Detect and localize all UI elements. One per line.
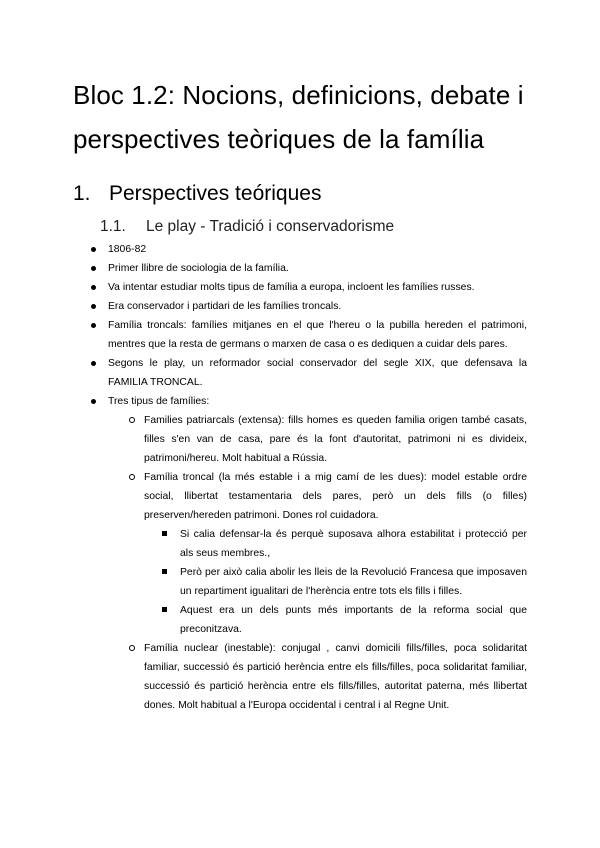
subsection-heading <box>100 216 560 238</box>
subsection-label: Le play - Tradició i conservadorisme <box>146 218 395 235</box>
section-heading <box>73 180 553 208</box>
family-types-list <box>108 411 527 715</box>
list-item: Família troncals: famílies mitjanes en el que l'hereu o la pubilla hereden el patrimoni, mentres que la resta de germans o marxen de casa o es dediquen a cuidar dels pares. <box>0 316 600 354</box>
bullet-list <box>0 240 600 715</box>
troncal-point: Però per això calia abolir les lleis de la Revolució Francesa que imposaven un repartiment igualitari de l'herència entre tots els fills i filles. <box>144 563 527 601</box>
subsection-number: 1.1. <box>100 218 126 235</box>
list-item-family-types <box>0 392 600 715</box>
list-item: Segons le play, un reformador social conservador del segle XIX, que defensava la FAMILIA TRONCAL. <box>0 354 600 392</box>
list-item: Era conservador i partidari de les famílies troncals. <box>0 297 600 316</box>
list-item: Va intentar estudiar molts tipus de família a europa, incloent les famílies russes. <box>0 278 600 297</box>
list-item: 1806-82 <box>0 240 600 259</box>
body-content <box>0 240 600 715</box>
list-item: Primer llibre de sociologia de la família. <box>0 259 600 278</box>
family-type-nuclear: Família nuclear (inestable): conjugal , canvi domicili fills/filles, poca solidaritat familiar, successió és partició herència entre els fills/filles, poca solidaritat familiar, successió és partició herència entre els fills/filles, autoritat paterna, més llibertat dones. Molt habitual a l'Europa occidental i central i al Regne Unit. <box>108 639 527 715</box>
list-item-label: Tres tipus de famílies: <box>108 396 210 407</box>
family-type-troncal <box>108 468 527 639</box>
family-type-patriarcal: Families patriarcals (extensa): fills homes es queden familia origen també casats, filles s'en van de casa, pare és la font d'autoritat, patrimoni ni es divideix, patrimoni/hereu. Molt habitual a Rússia. <box>108 411 527 468</box>
family-type-troncal-text: Família troncal (la més estable i a mig camí de les dues): model estable ordre social, llibertat testamentaria dels pares, però un dels fills (o filles) preserven/hereden patrimoni. Dones rol cuidadora. <box>144 472 527 521</box>
troncal-point: Si calia defensar-la és perquè suposava alhora estabilitat i protecció per als seus membres., <box>144 525 527 563</box>
section-label: Perspectives teóriques <box>109 182 322 205</box>
section-number: 1. <box>73 182 91 205</box>
document-title: Bloc 1.2: Nocions, definicions, debate i perspectives teòriques de la família <box>73 80 524 154</box>
troncal-point: Aquest era un dels punts més importants de la reforma social que preconitzava. <box>144 601 527 639</box>
troncal-points-list <box>144 525 527 639</box>
